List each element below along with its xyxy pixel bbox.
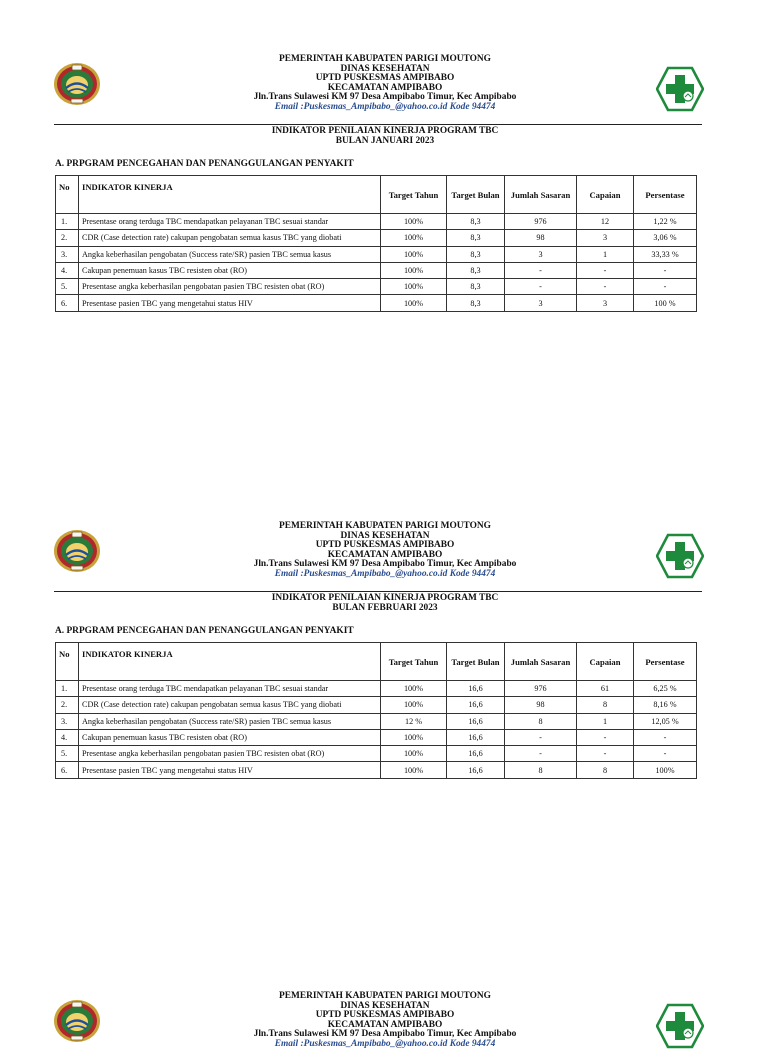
letterhead-email: Email :Puskesmas_Ampibabo_@yahoo.co.id Kode 94474 [274,1038,496,1049]
regency-crest-logo [53,998,101,1044]
cell-indikator: Presentase orang terduga TBC mendapatkan pelayanan TBC sesuai standar [79,681,381,697]
cell-capaian: 12 [577,214,634,230]
cell-capaian: - [577,279,634,295]
table-row [56,279,697,295]
cell-target-bulan: 8,3 [447,262,505,278]
letterhead [230,55,540,113]
cell-capaian: 61 [577,681,634,697]
letterhead-line: DINAS KESEHATAN [340,63,430,74]
cell-persentase: 12,05 % [634,713,697,729]
cell-indikator: Angka keberhasilan pengobatan (Success rate/SR) pasien TBC semua kasus [79,713,381,729]
cell-target-bulan: 16,6 [447,713,505,729]
cell-capaian: 1 [577,246,634,262]
cell-target-bulan: 16,6 [447,762,505,778]
cell-no: 1. [56,681,79,697]
puskesmas-cross-logo [656,66,704,112]
cell-target-bulan: 16,6 [447,729,505,745]
cell-no: 3. [56,246,79,262]
cell-target-bulan: 16,6 [447,697,505,713]
cell-target-tahun: 100% [381,729,447,745]
report-title: INDIKATOR PENILAIAN KINERJA PROGRAM TBC [271,126,499,136]
cell-indikator: Presentase angka keberhasilan pengobatan pasien TBC resisten obat (RO) [79,746,381,762]
cell-jumlah-sasaran: 976 [505,214,577,230]
cell-target-tahun: 100% [381,230,447,246]
cell-persentase: 6,25 % [634,681,697,697]
cell-indikator: Cakupan penemuan kasus TBC resisten obat (RO) [79,729,381,745]
cell-jumlah-sasaran: 3 [505,246,577,262]
table-row [56,729,697,745]
column-header-target-bulan: Target Bulan [447,643,505,681]
letterhead-line: PEMERINTAH KABUPATEN PARIGI MOUTONG [279,54,491,64]
cell-capaian: - [577,729,634,745]
cell-target-tahun: 12 % [381,713,447,729]
letterhead-line: UPTD PUSKESMAS AMPIBABO [315,73,455,84]
column-header-indikator: INDIKATOR KINERJA [79,643,381,681]
letterhead-address: Jln.Trans Sulawesi KM 97 Desa Ampibabo Timur, Kec Ampibabo [253,559,517,570]
table-body [56,214,697,312]
letterhead-line: DINAS KESEHATAN [340,530,430,541]
letterhead-line: UPTD PUSKESMAS AMPIBABO [315,1010,455,1021]
report-titles [230,594,540,614]
cell-indikator: CDR (Case detection rate) cakupan pengobatan semua kasus TBC yang diobati [79,230,381,246]
cell-capaian: 3 [577,230,634,246]
cell-jumlah-sasaran: 8 [505,762,577,778]
cell-persentase: - [634,729,697,745]
cell-jumlah-sasaran: - [505,729,577,745]
letterhead [230,992,540,1050]
letterhead-email: Email :Puskesmas_Ampibabo_@yahoo.co.id Kode 94474 [274,568,496,579]
letterhead [230,522,540,580]
letterhead-address: Jln.Trans Sulawesi KM 97 Desa Ampibabo Timur, Kec Ampibabo [253,1029,517,1040]
cell-target-bulan: 8,3 [447,230,505,246]
table-row [56,295,697,311]
column-header-target-tahun: Target Tahun [381,176,447,214]
cell-no: 3. [56,713,79,729]
table-row [56,246,697,262]
cell-capaian: 1 [577,713,634,729]
table-row [56,214,697,230]
letterhead-line: PEMERINTAH KABUPATEN PARIGI MOUTONG [279,521,491,531]
cell-jumlah-sasaran: 8 [505,713,577,729]
cell-persentase: 8,16 % [634,697,697,713]
cell-indikator: Presentase pasien TBC yang mengetahui status HIV [79,762,381,778]
cell-persentase: 1,22 % [634,214,697,230]
cell-jumlah-sasaran: - [505,262,577,278]
puskesmas-cross-logo [656,533,704,579]
letterhead-divider [54,591,702,592]
letterhead-line: UPTD PUSKESMAS AMPIBABO [315,540,455,551]
puskesmas-cross-logo [656,1003,704,1049]
cell-indikator: Presentase orang terduga TBC mendapatkan pelayanan TBC sesuai standar [79,214,381,230]
cell-no: 4. [56,262,79,278]
cell-target-tahun: 100% [381,279,447,295]
cell-capaian: 3 [577,295,634,311]
cell-target-tahun: 100% [381,697,447,713]
cell-jumlah-sasaran: 98 [505,230,577,246]
letterhead-line: DINAS KESEHATAN [340,1000,430,1011]
cell-persentase: 100% [634,762,697,778]
report-period: BULAN JANUARI 2023 [335,135,435,146]
cell-persentase: - [634,262,697,278]
column-header-target-bulan: Target Bulan [447,176,505,214]
performance-table [55,642,697,779]
cell-target-bulan: 16,6 [447,681,505,697]
report-period: BULAN FEBRUARI 2023 [332,602,438,613]
column-header-no: No [56,176,79,214]
cell-jumlah-sasaran: 3 [505,295,577,311]
cell-target-tahun: 100% [381,295,447,311]
letterhead-line: KECAMATAN AMPIBABO [327,82,443,93]
cell-no: 2. [56,697,79,713]
cell-no: 1. [56,214,79,230]
letterhead-divider [54,124,702,125]
cell-persentase: 33,33 % [634,246,697,262]
report-titles [230,127,540,147]
column-header-capaian: Capaian [577,643,634,681]
table-body [56,681,697,779]
cell-indikator: Cakupan penemuan kasus TBC resisten obat (RO) [79,262,381,278]
cell-capaian: 8 [577,762,634,778]
letterhead-address: Jln.Trans Sulawesi KM 97 Desa Ampibabo Timur, Kec Ampibabo [253,92,517,103]
cell-no: 6. [56,762,79,778]
cell-target-bulan: 8,3 [447,279,505,295]
table-header-row [56,176,697,214]
cell-target-tahun: 100% [381,762,447,778]
section-heading: A. PRPGRAM PENCEGAHAN DAN PENANGGULANGAN PENYAKIT [55,159,354,169]
regency-crest-logo [53,61,101,107]
regency-crest-logo [53,528,101,574]
column-header-no: No [56,643,79,681]
cell-target-tahun: 100% [381,246,447,262]
letterhead-line: KECAMATAN AMPIBABO [327,1019,443,1030]
cell-indikator: CDR (Case detection rate) cakupan pengobatan semua kasus TBC yang diobati [79,697,381,713]
cell-target-tahun: 100% [381,681,447,697]
cell-persentase: 3,06 % [634,230,697,246]
cell-jumlah-sasaran: 976 [505,681,577,697]
letterhead-line: PEMERINTAH KABUPATEN PARIGI MOUTONG [279,991,491,1001]
cell-indikator: Presentase angka keberhasilan pengobatan pasien TBC resisten obat (RO) [79,279,381,295]
table-row [56,230,697,246]
cell-capaian: 8 [577,697,634,713]
cell-jumlah-sasaran: 98 [505,697,577,713]
cell-target-bulan: 8,3 [447,214,505,230]
table-row [56,681,697,697]
column-header-target-tahun: Target Tahun [381,643,447,681]
cell-no: 5. [56,746,79,762]
column-header-persentase: Persentase [634,176,697,214]
table-row [56,762,697,778]
cell-no: 5. [56,279,79,295]
cell-capaian: - [577,746,634,762]
cell-jumlah-sasaran: - [505,746,577,762]
letterhead-email: Email :Puskesmas_Ampibabo_@yahoo.co.id Kode 94474 [274,101,496,112]
letterhead-line: KECAMATAN AMPIBABO [327,549,443,560]
table-row [56,262,697,278]
cell-target-tahun: 100% [381,746,447,762]
table-row [56,697,697,713]
section-heading: A. PRPGRAM PENCEGAHAN DAN PENANGGULANGAN PENYAKIT [55,626,354,636]
cell-jumlah-sasaran: - [505,279,577,295]
column-header-capaian: Capaian [577,176,634,214]
cell-target-bulan: 8,3 [447,295,505,311]
cell-indikator: Angka keberhasilan pengobatan (Success rate/SR) pasien TBC semua kasus [79,246,381,262]
column-header-persentase: Persentase [634,643,697,681]
column-header-jumlah-sasaran: Jumlah Sasaran [505,176,577,214]
cell-target-bulan: 8,3 [447,246,505,262]
table-row [56,713,697,729]
cell-target-bulan: 16,6 [447,746,505,762]
column-header-jumlah-sasaran: Jumlah Sasaran [505,643,577,681]
table-header-row [56,643,697,681]
column-header-indikator: INDIKATOR KINERJA [79,176,381,214]
cell-target-tahun: 100% [381,214,447,230]
cell-target-tahun: 100% [381,262,447,278]
table-row [56,746,697,762]
cell-no: 6. [56,295,79,311]
report-title: INDIKATOR PENILAIAN KINERJA PROGRAM TBC [271,593,499,603]
cell-persentase: 100 % [634,295,697,311]
cell-no: 2. [56,230,79,246]
cell-persentase: - [634,746,697,762]
cell-persentase: - [634,279,697,295]
cell-indikator: Presentase pasien TBC yang mengetahui status HIV [79,295,381,311]
cell-no: 4. [56,729,79,745]
cell-capaian: - [577,262,634,278]
performance-table [55,175,697,312]
